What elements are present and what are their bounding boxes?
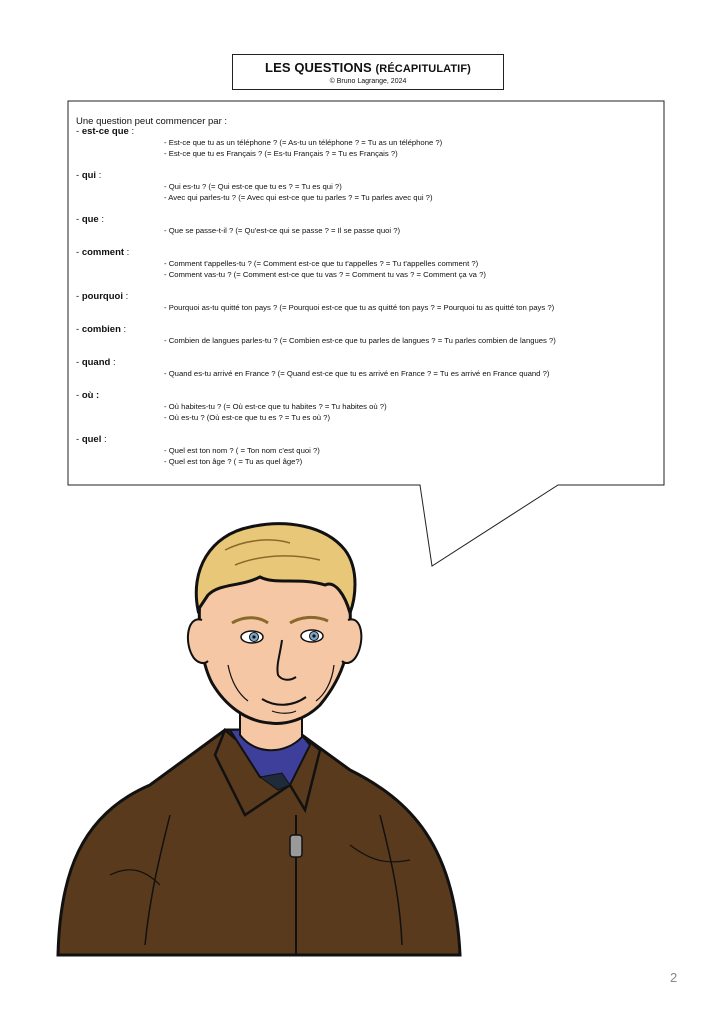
question-word-heading: - est-ce que :	[76, 126, 135, 137]
question-word: quand	[81, 357, 111, 368]
example-sentence: - Que se passe-t-il ? (= Qu'est-ce qui se passe ? = Il se passe quoi ?)	[164, 226, 401, 235]
question-word-heading: - quand :	[76, 357, 116, 368]
example-sentence: - Où es-tu ? (Où est-ce que tu es ? = Tu es où ?)	[164, 413, 331, 422]
question-word-heading: - où :	[76, 390, 100, 401]
example-sentence: - Où habites-tu ? (= Où est-ce que tu habites ? = Tu habites où ?)	[164, 402, 387, 411]
question-word: qui	[81, 170, 97, 181]
question-word-heading: - qui :	[76, 170, 102, 181]
example-sentence: - Combien de langues parles-tu ? (= Combien est-ce que tu parles de langues ? = Tu parles combien de langues ?)	[164, 336, 556, 345]
question-word: que	[81, 214, 99, 225]
question-section	[76, 434, 656, 467]
question-word-heading: - quel :	[76, 434, 107, 445]
question-section	[76, 291, 656, 313]
question-word-heading: - pourquoi :	[76, 291, 129, 302]
example-sentence: - Est-ce que tu es Français ? (= Es-tu Français ? = Tu es Français ?)	[164, 149, 398, 158]
example-sentence: - Est-ce que tu as un téléphone ? (= As-tu un téléphone ? = Tu as un téléphone ?)	[164, 138, 443, 147]
example-sentence: - Quand es-tu arrivé en France ? (= Quand est-ce que tu es arrivé en France ? = Tu es arrivé en France quand ?)	[164, 369, 550, 378]
question-word: pourquoi	[81, 291, 123, 302]
example-sentence: - Pourquoi as-tu quitté ton pays ? (= Pourquoi est-ce que tu as quitté ton pays ? = Pourquoi tu as quitté ton pays ?)	[164, 303, 555, 312]
example-sentence: - Comment vas-tu ? (= Comment est-ce que tu vas ? = Comment tu vas ? = Comment ça va ?)	[164, 270, 486, 279]
intro-text: Une question peut commencer par :	[76, 116, 228, 127]
example-sentence: - Quel est ton âge ? ( = Tu as quel âge?)	[164, 457, 303, 466]
question-word-heading: - que :	[76, 214, 104, 225]
question-section	[76, 357, 656, 379]
question-word: combien	[81, 324, 121, 335]
question-word: comment	[81, 247, 125, 258]
question-section	[76, 214, 656, 236]
question-section	[76, 170, 656, 203]
question-word: est-ce que	[81, 126, 129, 137]
question-section	[76, 126, 656, 159]
question-word: quel	[81, 434, 102, 445]
question-section	[76, 324, 656, 346]
question-word: où	[81, 390, 94, 401]
bubble-content	[76, 116, 656, 478]
question-word-heading: - comment :	[76, 247, 130, 258]
man-portrait-illustration	[50, 515, 480, 965]
question-section	[76, 247, 656, 280]
page-number: 2	[670, 970, 678, 985]
example-sentence: - Comment t'appelles-tu ? (= Comment est-ce que tu t'appelles ? = Tu t'appelles comment ?)	[164, 259, 479, 268]
title-main: LES QUESTIONS	[265, 60, 372, 75]
example-sentence: - Qui es-tu ? (= Qui est-ce que tu es ? = Tu es qui ?)	[164, 182, 342, 191]
example-sentence: - Quel est ton nom ? ( = Ton nom c'est quoi ?)	[164, 446, 320, 455]
question-list	[76, 126, 656, 467]
question-word-heading: - combien :	[76, 324, 127, 335]
example-sentence: - Avec qui parles-tu ? (= Avec qui est-ce que tu parles ? = Tu parles avec qui ?)	[164, 193, 433, 202]
title-sub: (RÉCAPITULATIF)	[375, 63, 471, 75]
question-section	[76, 390, 656, 423]
copyright: © Bruno Lagrange, 2024	[329, 78, 407, 85]
